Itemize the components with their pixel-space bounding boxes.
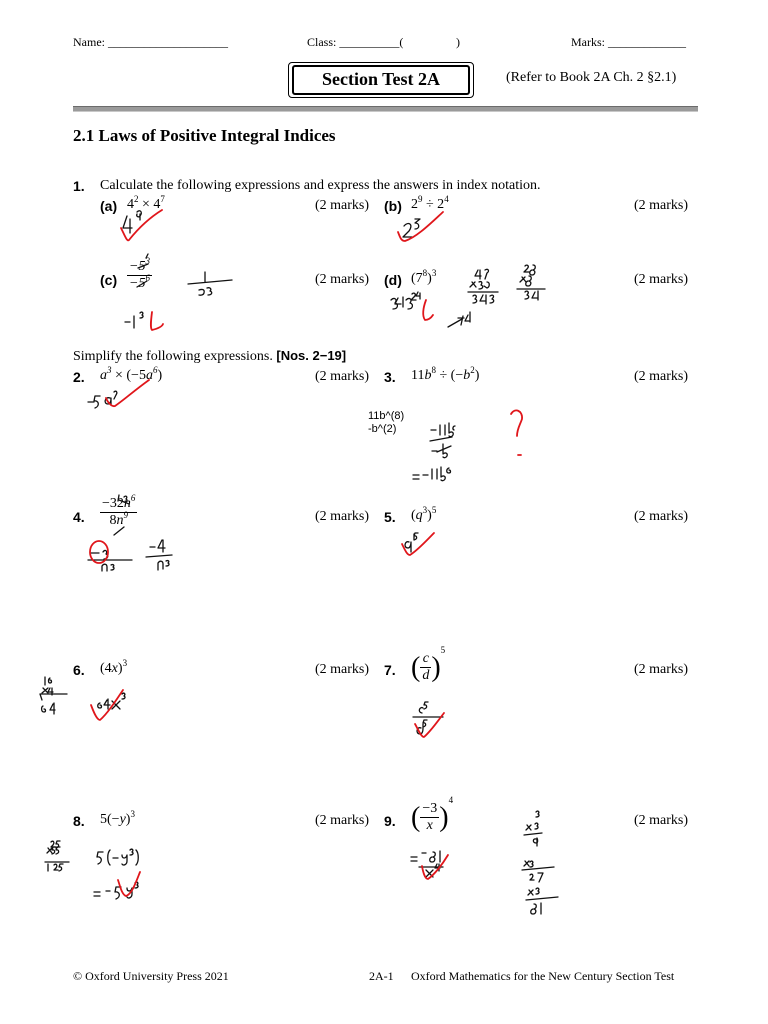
part-d-expression: $(7^8)^3$ — [411, 268, 437, 286]
typed-note-line-1: 11b^(8) — [368, 410, 405, 422]
tick-8 — [118, 872, 140, 896]
marks-9: (2 marks) — [634, 813, 689, 828]
mark-1d — [423, 300, 433, 320]
question-number-6: 6. — [73, 662, 85, 678]
marks-1c: (2 marks) — [315, 272, 370, 287]
marks-4: (2 marks) — [315, 509, 370, 524]
question-number-1: 1. — [73, 178, 85, 194]
marks-1b: (2 marks) — [634, 198, 689, 213]
part-b-expression: $2^9 \div 2^4$ — [411, 194, 449, 212]
question-mark-3 — [511, 410, 522, 455]
marks-3: (2 marks) — [634, 369, 689, 384]
tick-5 — [402, 533, 434, 555]
question-1-text: Calculate the following expressions and express the answers in index notation. — [100, 178, 541, 193]
marks-2: (2 marks) — [315, 369, 370, 384]
question-8-expression: $5(-y)^3$ — [100, 809, 135, 827]
section-heading: 2.1 Laws of Positive Integral Indices — [73, 126, 336, 145]
class-field-label: Class: __________( — [307, 35, 404, 49]
mark-1c — [151, 312, 163, 330]
part-d-label: (d) — [384, 272, 402, 288]
footer-book-title: Oxford Mathematics for the New Century Section Test — [411, 969, 675, 983]
marks-field-label: Marks: _____________ — [571, 35, 686, 49]
part-c-label: (c) — [100, 272, 118, 288]
question-number-8: 8. — [73, 813, 85, 829]
section-title: Section Test 2A — [321, 69, 440, 89]
footer-page-number: 2A-1 — [369, 969, 394, 983]
name-field-label: Name: ____________________ — [73, 35, 228, 49]
question-3-expression: $11b^8 \div (-b^2)$ — [411, 365, 480, 383]
question-number-3: 3. — [384, 369, 396, 385]
part-a-expression: $4^2 \times 4^7$ — [127, 194, 165, 212]
question-number-7: 7. — [384, 662, 396, 678]
marks-1d: (2 marks) — [634, 272, 689, 287]
question-6-expression: $(4x)^3$ — [100, 658, 128, 676]
question-5-expression: $(q^3)^5$ — [411, 505, 437, 523]
marks-1a: (2 marks) — [315, 198, 370, 213]
typed-note-line-2: -b^(2) — [368, 423, 397, 435]
question-2-expression: $a^3 \times (-5a^6)$ — [100, 365, 163, 383]
marks-8: (2 marks) — [315, 813, 370, 828]
question-number-2: 2. — [73, 369, 85, 385]
instruction-range: [Nos. 2−19] — [276, 348, 347, 363]
part-c-expression: $\frac{-5^3}{-5^6}$ — [129, 256, 150, 291]
part-b-label: (b) — [384, 198, 402, 214]
class-field-close: ) — [456, 35, 460, 49]
question-4-expression: $\frac{-32n^6}{8n^9}$ — [102, 493, 136, 528]
part-a-label: (a) — [100, 198, 118, 214]
footer-copyright: © Oxford University Press 2021 — [73, 969, 229, 983]
question-9-expression: ( $\frac{-3}{x}$ )$^4$ — [411, 795, 454, 834]
question-number-9: 9. — [384, 813, 396, 829]
question-number-4: 4. — [73, 509, 85, 525]
question-7-expression: ( $\frac{c}{d}$ )$^5$ — [411, 645, 446, 684]
question-number-5: 5. — [384, 509, 396, 525]
pencil-working — [40, 211, 558, 914]
marks-7: (2 marks) — [634, 662, 689, 677]
book-reference: (Refer to Book 2A Ch. 2 §2.1) — [506, 70, 677, 85]
instruction-text: Simplify the following expressions. — [73, 349, 273, 364]
marks-6: (2 marks) — [315, 662, 370, 677]
marks-5: (2 marks) — [634, 509, 689, 524]
red-teacher-marks — [90, 210, 522, 896]
tick-2 — [106, 380, 149, 406]
